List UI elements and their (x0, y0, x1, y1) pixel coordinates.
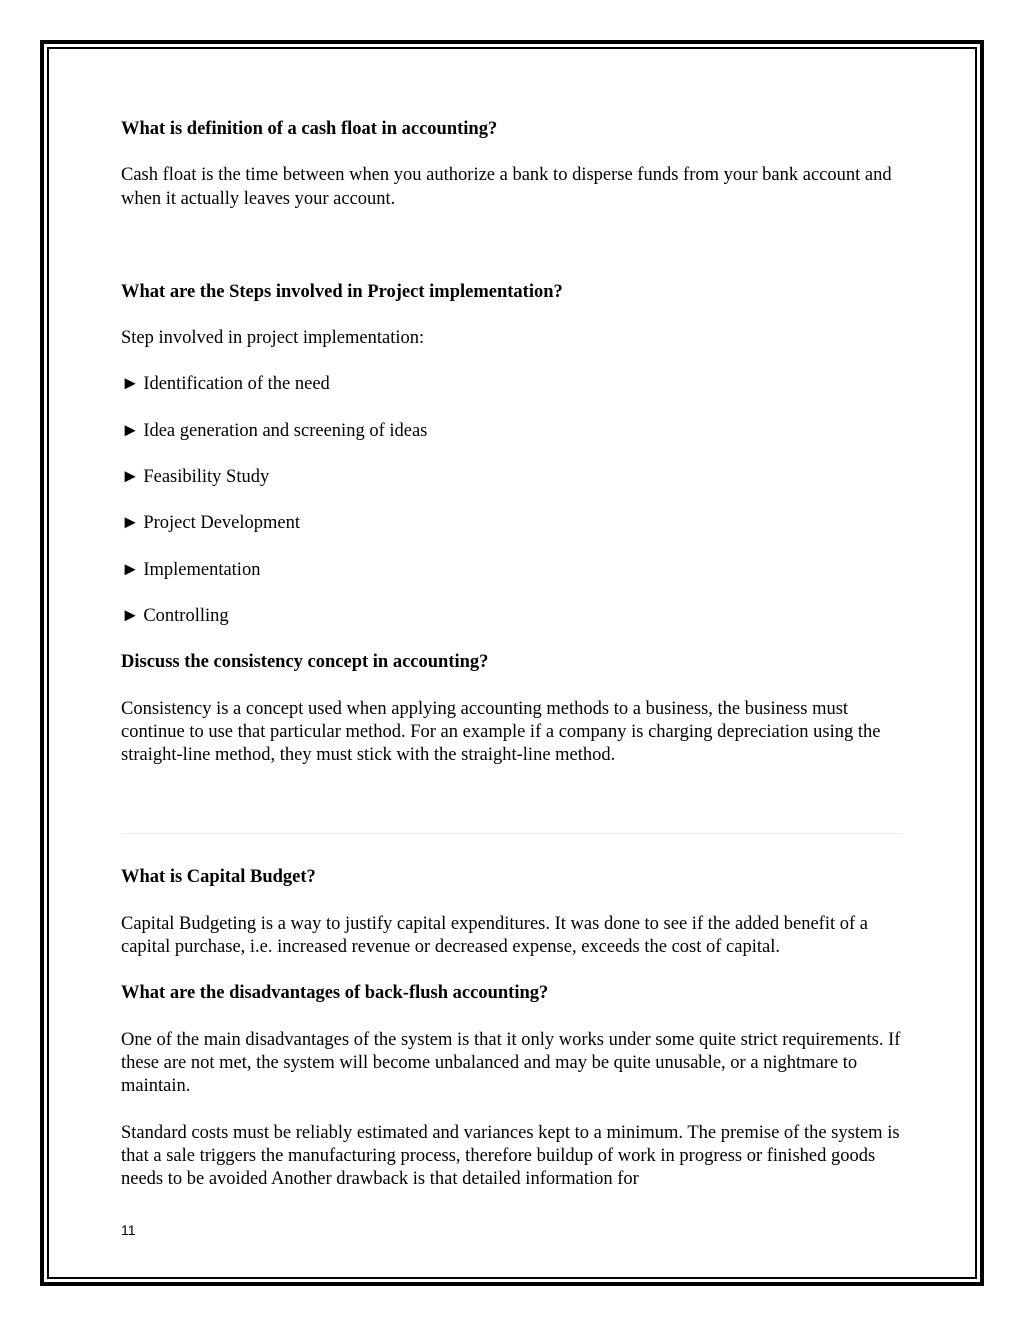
question-capital-budget: What is Capital Budget? (121, 867, 316, 888)
arrow-right-icon: ► (121, 559, 140, 580)
arrow-right-icon: ► (121, 467, 140, 488)
answer-capital-budget: Capital Budgeting is a way to justify capital expenditures. It was done to see if the added benefit of a capital purchase, i.e. increased revenue or decreased expense, exceeds the cost of capital. (121, 913, 868, 958)
question-project-steps: What are the Steps involved in Project implementation? (121, 281, 563, 302)
question-cash-float: What is definition of a cash float in accounting? (121, 119, 498, 139)
answer-backflush-1: One of the main disadvantages of the system is that it only works under some quite strict requirements. If these are not met, the system will become unbalanced and may be quite unusable, or a nightmare to maintain. (121, 1029, 901, 1097)
answer-consistency: Consistency is a concept used when applying accounting methods to a business, the business must continue to use that particular method. For an example if a company is charging depreciation using the straight-line method, they must stick with the straight-line method. (121, 698, 881, 766)
list-item: ► Implementation (121, 559, 911, 582)
arrow-right-icon: ► (121, 605, 140, 626)
page-number: 11 (121, 1222, 136, 1238)
arrow-right-icon: ► (121, 420, 140, 441)
question-consistency: Discuss the consistency concept in accounting? (121, 652, 489, 673)
list-item: ► Controlling (121, 605, 911, 628)
answer-backflush-2: Standard costs must be reliably estimated and variances kept to a minimum. The premise of the system is that a sale triggers the manufacturing process, therefore buildup of work in progress or finished goods needs to be avoided Another drawback is that detailed information for (121, 1122, 900, 1190)
list-item: ► Identification of the need (121, 373, 911, 396)
answer-cash-float: Cash float is the time between when you authorize a bank to disperse funds from your bank account and when it actually leaves your account. (121, 165, 892, 209)
list-item: ► Idea generation and screening of ideas (121, 420, 911, 443)
question-backflush: What are the disadvantages of back-flush accounting? (121, 983, 549, 1004)
arrow-right-icon: ► (121, 513, 140, 534)
project-steps-intro: Step involved in project implementation: (121, 328, 425, 349)
list-item: ► Project Development (121, 512, 911, 535)
arrow-right-icon: ► (121, 374, 140, 395)
page-content (121, 118, 911, 1191)
list-item: ► Feasibility Study (121, 466, 911, 489)
